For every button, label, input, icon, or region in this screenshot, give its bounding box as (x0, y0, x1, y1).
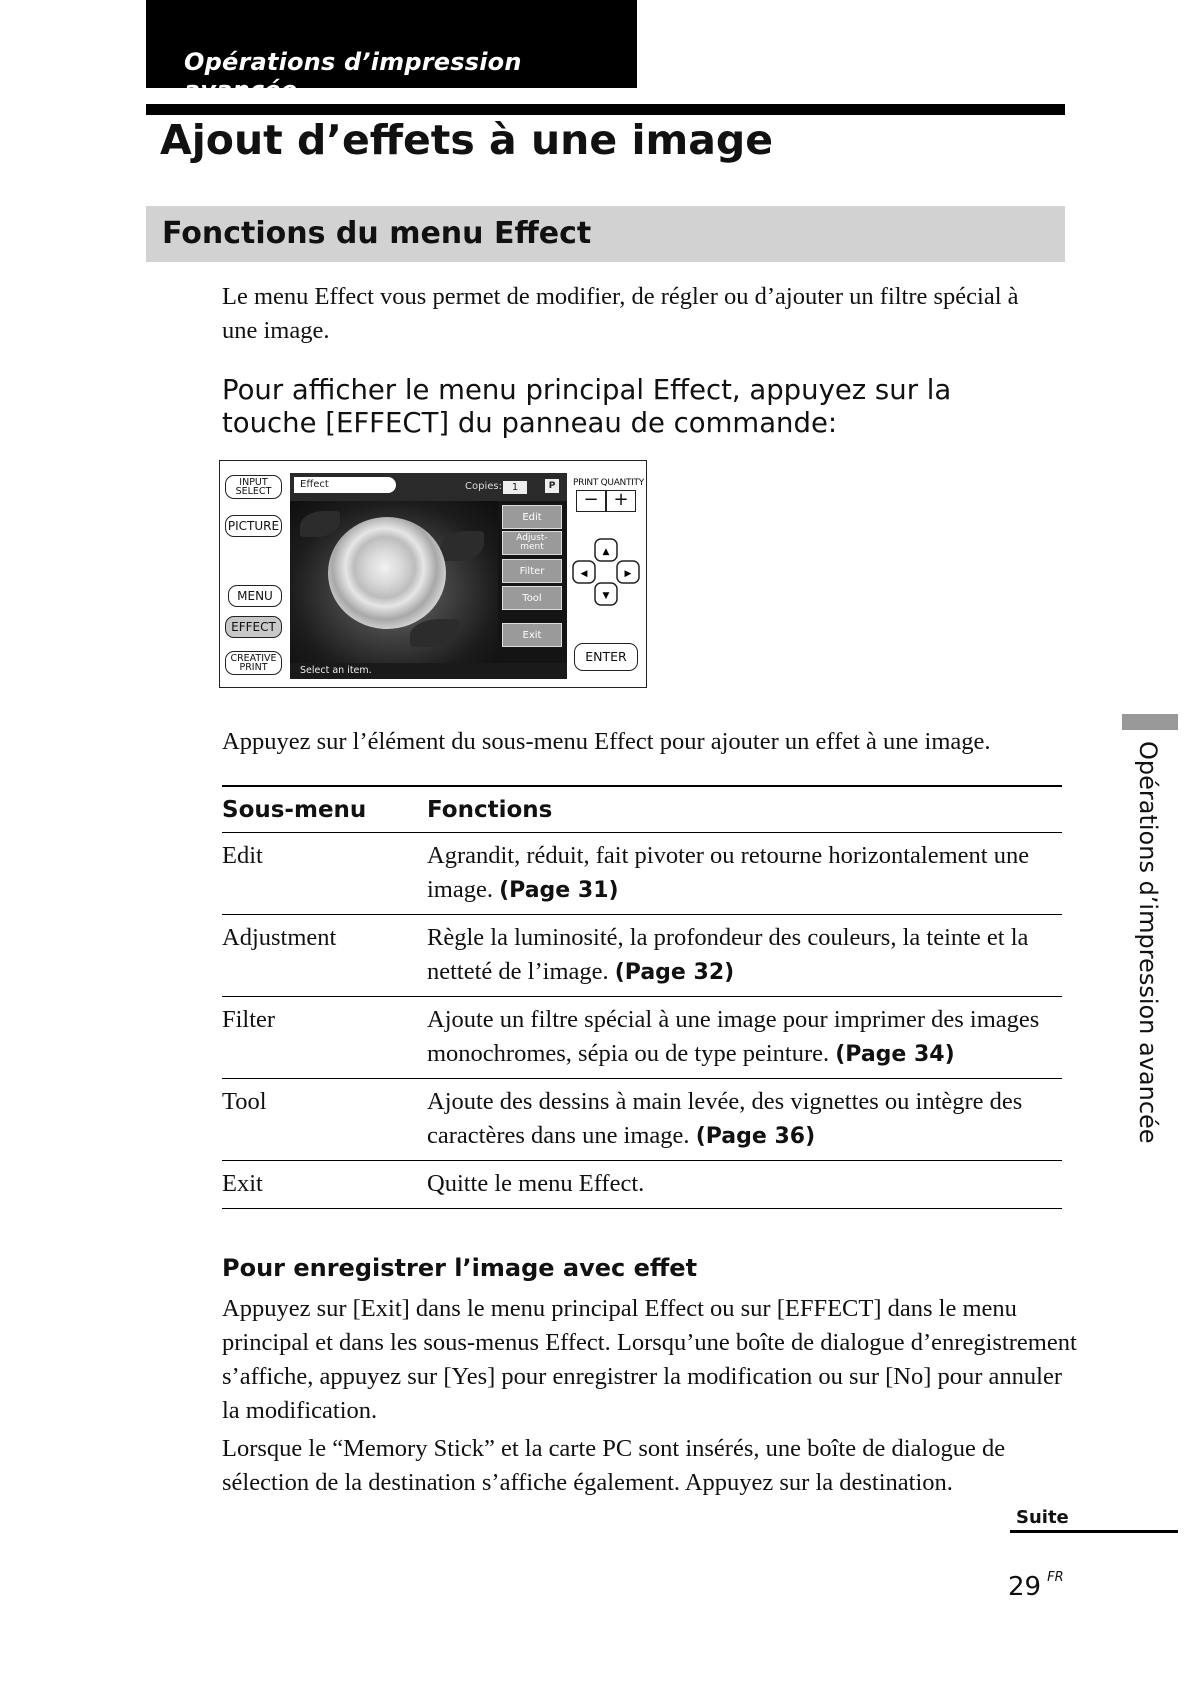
table-row (222, 1161, 1062, 1209)
enter-button: ENTER (574, 643, 638, 671)
continued-rule (1010, 1530, 1178, 1533)
row-function-text: Ajoute un filtre spécial à une image pour imprimer des images monochromes, sépia ou de type peinture. (427, 1006, 1040, 1067)
instruction-heading: Pour afficher le menu principal Effect, appuyez sur la touche [EFFECT] du panneau de commande: (222, 374, 952, 439)
menu-button: MENU (228, 585, 282, 607)
continued-label: Suite (1016, 1507, 1069, 1528)
header-submenu: Sous-menu (222, 796, 367, 823)
leaf-shape (410, 619, 460, 647)
arrow-right-icon: ▶ (624, 569, 632, 579)
direction-pad (570, 537, 642, 607)
page-number-value: 29 (1008, 1572, 1042, 1602)
page-reference: (Page 31) (499, 878, 619, 903)
row-submenu: Adjustment (222, 924, 337, 951)
control-panel-figure (219, 460, 647, 688)
leaf-shape (300, 511, 340, 537)
quantity-plus-button: + (606, 490, 636, 512)
row-function-text: Agrandit, réduit, fait pivoter ou retourne horizontalement une image. (427, 842, 1030, 903)
page-number (1008, 1570, 1064, 1602)
row-function (427, 915, 1062, 997)
intro-paragraph: Le menu Effect vous permet de modifier, de régler ou d’ajouter un filtre spécial à une image. (222, 283, 1019, 344)
leaf-shape (440, 531, 484, 561)
row-function (427, 1079, 1062, 1161)
screen-tool-button: Tool (502, 586, 562, 610)
row-submenu: Edit (222, 842, 263, 869)
side-tab (1122, 741, 1162, 1144)
row-function (427, 997, 1062, 1079)
table-row (222, 833, 1062, 915)
screen-edit-button: Edit (502, 505, 562, 529)
page-reference: (Page 32) (614, 960, 735, 985)
input-select-button: INPUT SELECT (225, 475, 282, 499)
rose-photo (290, 501, 498, 663)
screen-adjustment-button: Adjust- ment (502, 531, 562, 555)
section-header-tab (146, 0, 637, 104)
row-submenu: Exit (222, 1170, 263, 1197)
row-submenu: Filter (222, 1006, 276, 1033)
creative-print-button: CREATIVE PRINT (225, 651, 282, 675)
table-row (222, 1079, 1062, 1161)
effect-button: EFFECT (225, 616, 282, 638)
screen-filter-button: Filter (502, 559, 562, 583)
arrow-down-icon: ▼ (602, 591, 610, 601)
row-function-text: Ajoute des dessins à main levée, des vignettes ou intègre des caractères dans une image. (427, 1088, 1023, 1149)
header-functions: Fonctions (427, 796, 553, 823)
subheading: Fonctions du menu Effect (162, 216, 592, 251)
page-title: Ajout d’effets à une image (160, 116, 774, 164)
subheading-bar (146, 206, 1065, 262)
row-function (427, 833, 1062, 915)
arrow-up-icon: ▲ (602, 547, 610, 557)
screen-status-bar: Select an item. (290, 663, 567, 679)
page-reference: (Page 36) (695, 1124, 816, 1149)
rose-flower (328, 517, 446, 629)
page-reference: (Page 34) (835, 1042, 955, 1067)
save-section-heading: Pour enregistrer l’image avec effet (222, 1254, 698, 1282)
title-rule (146, 104, 1065, 115)
row-function-text: Règle la luminosité, la profondeur des couleurs, la teinte et la netteté de l’image. (427, 924, 1029, 985)
effect-title-pill: Effect (294, 477, 396, 493)
submenu-table (222, 785, 1062, 1209)
lcd-screen (290, 473, 567, 679)
table-header-row (222, 786, 1062, 833)
language-code: FR (1047, 1570, 1064, 1585)
p-badge: P (545, 479, 559, 493)
copies-label: Copies: (465, 481, 502, 492)
picture-button: PICTURE (225, 515, 282, 537)
section-header-label: Opérations d’impression avancée (184, 48, 522, 104)
print-quantity-label: PRINT QUANTITY (573, 478, 644, 488)
panel-caption: Appuyez sur l’élément du sous-menu Effect pour ajouter un effet à une image. (222, 728, 991, 755)
row-function-text: Quitte le menu Effect. (427, 1170, 645, 1197)
table-row (222, 915, 1062, 997)
arrow-left-icon: ◀ (580, 569, 588, 579)
side-tab-marker (1122, 714, 1178, 730)
row-submenu: Tool (222, 1088, 267, 1115)
screen-exit-button: Exit (502, 623, 562, 647)
table-row (222, 997, 1062, 1079)
save-paragraph-1: Appuyez sur [Exit] dans le menu principal Effect ou sur [EFFECT] dans le menu principal et dans les sous-menus Effect. Lorsqu’une boîte de dialogue d’enregistrement s’affiche, appuyez sur [Yes] pour enregistrer la modification ou sur [No] pour annuler la modification. (222, 1295, 1077, 1424)
row-function (427, 1161, 1062, 1209)
save-paragraph-2: Lorsque le “Memory Stick” et la carte PC sont insérés, une boîte de dialogue de sélection de la destination s’affiche également. Appuyez sur la destination. (222, 1435, 1006, 1496)
quantity-minus-button: − (576, 490, 606, 512)
side-tab-label: Opérations d’impression avancée (1134, 741, 1162, 1144)
copies-value: 1 (503, 481, 527, 494)
